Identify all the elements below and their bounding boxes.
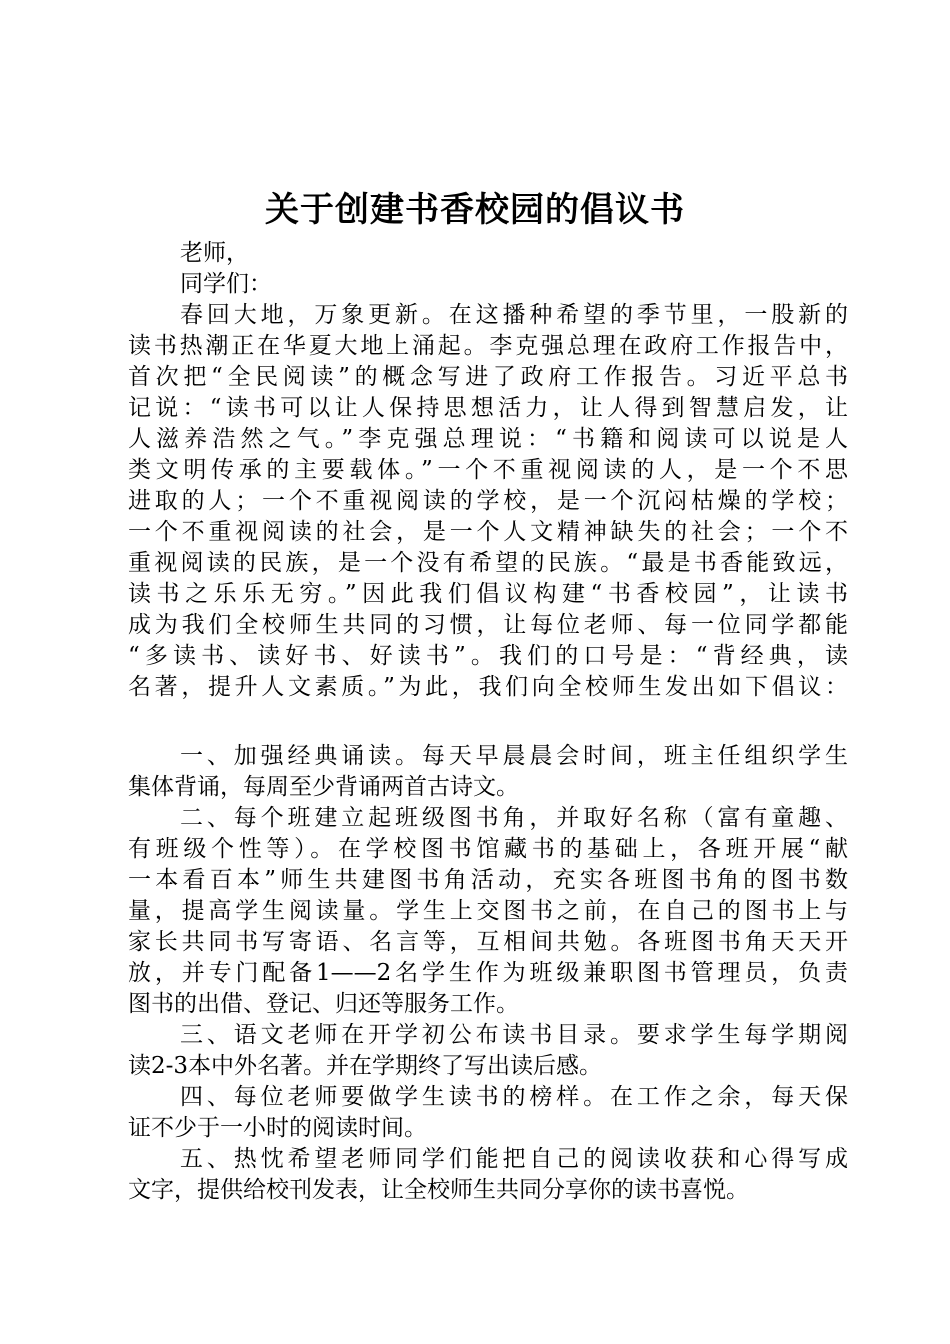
proposal-item-1-line: 一、加强经典诵读。每天早晨晨会时间，班主任组织学生 (180, 743, 848, 769)
paragraph-line: 一个不重视阅读的社会，是一个人文精神缺失的社会；一个不 (128, 519, 848, 545)
document-body (128, 238, 848, 1206)
proposal-item-2-line: 二、每个班建立起班级图书角，并取好名称（富有童趣、 (180, 805, 848, 831)
proposal-item-4-line: 四、每位老师要做学生读书的榜样。在工作之余，每天保 (180, 1084, 848, 1110)
paragraph-line: 重视阅读的民族，是一个没有希望的民族。“最是书香能致远， (128, 550, 848, 576)
proposal-item-5-line: 文字，提供给校刊发表，让全校师生共同分享你的读书喜悦。 (128, 1177, 749, 1203)
proposal-item-2-line: 家长共同书写寄语、名言等，互相间共勉。各班图书角天天开 (128, 929, 848, 955)
salutation-teachers: 老师， (180, 240, 249, 266)
salutation-students: 同学们： (180, 271, 272, 297)
paragraph-line: 进取的人；一个不重视阅读的学校，是一个沉闷枯燥的学校； (128, 488, 848, 514)
paragraph-line: 成为我们全校师生共同的习惯，让每位老师、每一位同学都能 (128, 612, 848, 638)
proposal-item-2-line: 放，并专门配备1——2名学生作为班级兼职图书管理员，负责 (128, 960, 848, 986)
paragraph-line: “多读书、读好书、好读书”。我们的口号是：“背经典，读 (128, 643, 848, 669)
proposal-item-3-line: 读2-3本中外名著。并在学期终了写出读后感。 (128, 1053, 603, 1079)
paragraph-line: 首次把“全民阅读”的概念写进了政府工作报告。习近平总书 (128, 364, 848, 390)
paragraph-line: 读书之乐乐无穷。”因此我们倡议构建“书香校园”，让读书 (128, 581, 848, 607)
proposal-item-2-line: 图书的出借、登记、归还等服务工作。 (128, 991, 519, 1017)
paragraph-line: 记说：“读书可以让人保持思想活力，让人得到智慧启发，让 (128, 395, 848, 421)
proposal-item-3-line: 三、语文老师在开学初公布读书目录。要求学生每学期阅 (180, 1022, 848, 1048)
proposal-item-1-line: 集体背诵，每周至少背诵两首古诗文。 (128, 774, 519, 800)
paragraph-line: 读书热潮正在华夏大地上涌起。李克强总理在政府工作报告中， (128, 333, 848, 359)
paragraph-line: 名著，提升人文素质。”为此，我们向全校师生发出如下倡议： (128, 674, 848, 700)
proposal-item-2-line: 有班级个性等）。在学校图书馆藏书的基础上，各班开展“献 (128, 836, 848, 862)
paragraph-line: 春回大地，万象更新。在这播种希望的季节里，一股新的 (180, 302, 848, 328)
proposal-item-4-line: 证不少于一小时的阅读时间。 (128, 1115, 427, 1141)
proposal-item-5-line: 五、热忱希望老师同学们能把自己的阅读收获和心得写成 (180, 1146, 848, 1172)
paragraph-spacer (128, 703, 848, 741)
paragraph-line: 人滋养浩然之气。”李克强总理说：“书籍和阅读可以说是人 (128, 426, 848, 452)
proposal-item-2-line: 一本看百本”师生共建图书角活动，充实各班图书角的图书数 (128, 867, 848, 893)
proposal-item-2-line: 量，提高学生阅读量。学生上交图书之前，在自己的图书上与 (128, 898, 848, 924)
paragraph-line: 类文明传承的主要载体。”一个不重视阅读的人，是一个不思 (128, 457, 848, 483)
document-title: 关于创建书香校园的倡议书 (265, 190, 685, 230)
